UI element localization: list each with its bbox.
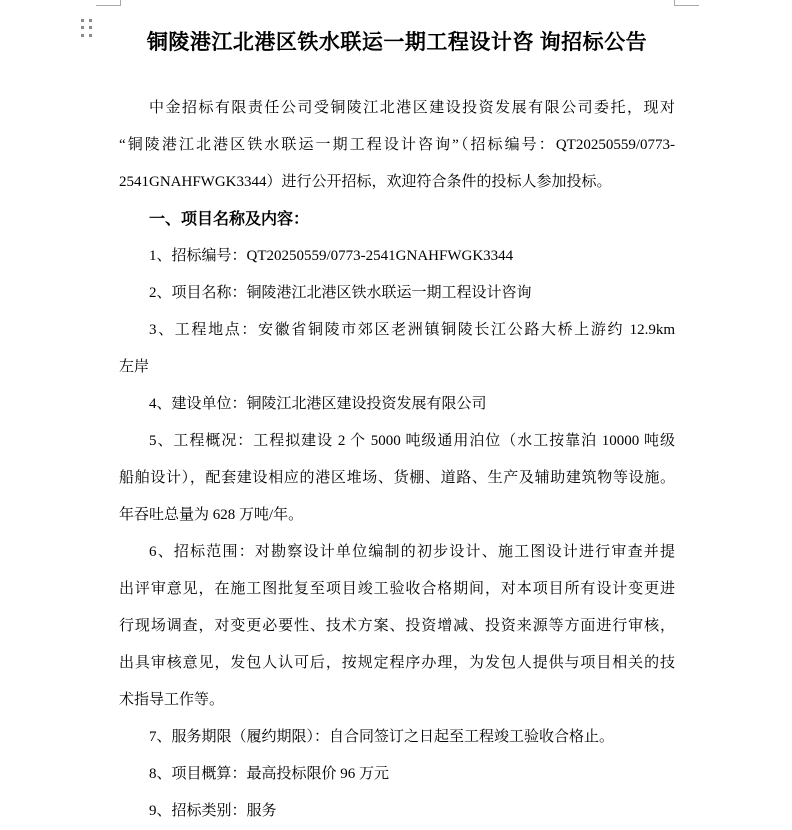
list-item-tender-scope-cont: 行现场调查，对变更必要性、技术方案、投资增减、投资来源等方面进行审核， <box>119 618 675 634</box>
list-item-tender-scope-cont: 出评审意见，在施工图批复至项目竣工验收合格期间，对本项目所有设计变更进 <box>119 581 675 597</box>
section-heading: 一、项目名称及内容： <box>149 211 310 228</box>
list-item-project-name: 2、项目名称：铜陵港江北港区铁水联运一期工程设计咨询 <box>149 285 532 301</box>
handle-dot <box>89 26 92 29</box>
list-item-project-budget: 8、项目概算：最高投标限价 96 万元 <box>149 766 390 782</box>
intro-paragraph-line: 中金招标有限责任公司受铜陵江北港区建设投资发展有限公司委托，现对 <box>149 100 675 116</box>
handle-dot <box>81 34 84 37</box>
list-item-tender-scope-cont: 出具审核意见，发包人认可后，按规定程序办理，为发包人提供与项目相关的技 <box>119 655 675 671</box>
paragraph-drag-handle-icon[interactable] <box>78 17 94 39</box>
handle-dot <box>81 26 84 29</box>
list-item-project-overview: 5、工程概况：工程拟建设 2 个 5000 吨级通用泊位（水工按靠泊 10000 吨级 <box>149 433 675 449</box>
handle-dot <box>89 19 92 22</box>
list-item-project-overview-cont: 年吞吐总量为 628 万吨/年。 <box>119 507 304 523</box>
list-item-tender-category: 9、招标类别：服务 <box>149 803 277 819</box>
list-item-project-location: 3、工程地点：安徽省铜陵市郊区老洲镇铜陵长江公路大桥上游约 12.9km <box>149 322 675 338</box>
document-body <box>119 90 675 830</box>
intro-paragraph-line: 2541GNAHFWGK3344）进行公开招标，欢迎符合条件的投标人参加投标。 <box>119 174 612 190</box>
list-item-tender-scope-cont: 术指导工作等。 <box>119 692 225 708</box>
list-item-service-period: 7、服务期限（履约期限）：自合同签订之日起至工程竣工验收合格止。 <box>149 729 615 745</box>
handle-dot <box>89 34 92 37</box>
handle-dot <box>81 19 84 22</box>
list-item-construction-unit: 4、建设单位：铜陵江北港区建设投资发展有限公司 <box>149 396 487 412</box>
document-title: 铜陵港江北港区铁水联运一期工程设计咨 询招标公告 <box>146 30 648 55</box>
text-boundary-mark-top-left <box>96 0 121 6</box>
intro-paragraph-line: “铜陵港江北港区铁水联运一期工程设计咨询”（招标编号：QT20250559/0773- <box>119 137 675 153</box>
list-item-tender-scope: 6、招标范围：对勘察设计单位编制的初步设计、施工图设计进行审查并提 <box>149 544 675 560</box>
list-item-project-overview-cont: 船舶设计），配套建设相应的港区堆场、货棚、道路、生产及辅助建筑物等设施。 <box>119 470 675 486</box>
text-boundary-mark-top-right <box>674 0 699 6</box>
list-item-tender-number: 1、招标编号：QT20250559/0773-2541GNAHFWGK3344 <box>149 248 514 264</box>
list-item-project-location-cont: 左岸 <box>119 359 150 375</box>
